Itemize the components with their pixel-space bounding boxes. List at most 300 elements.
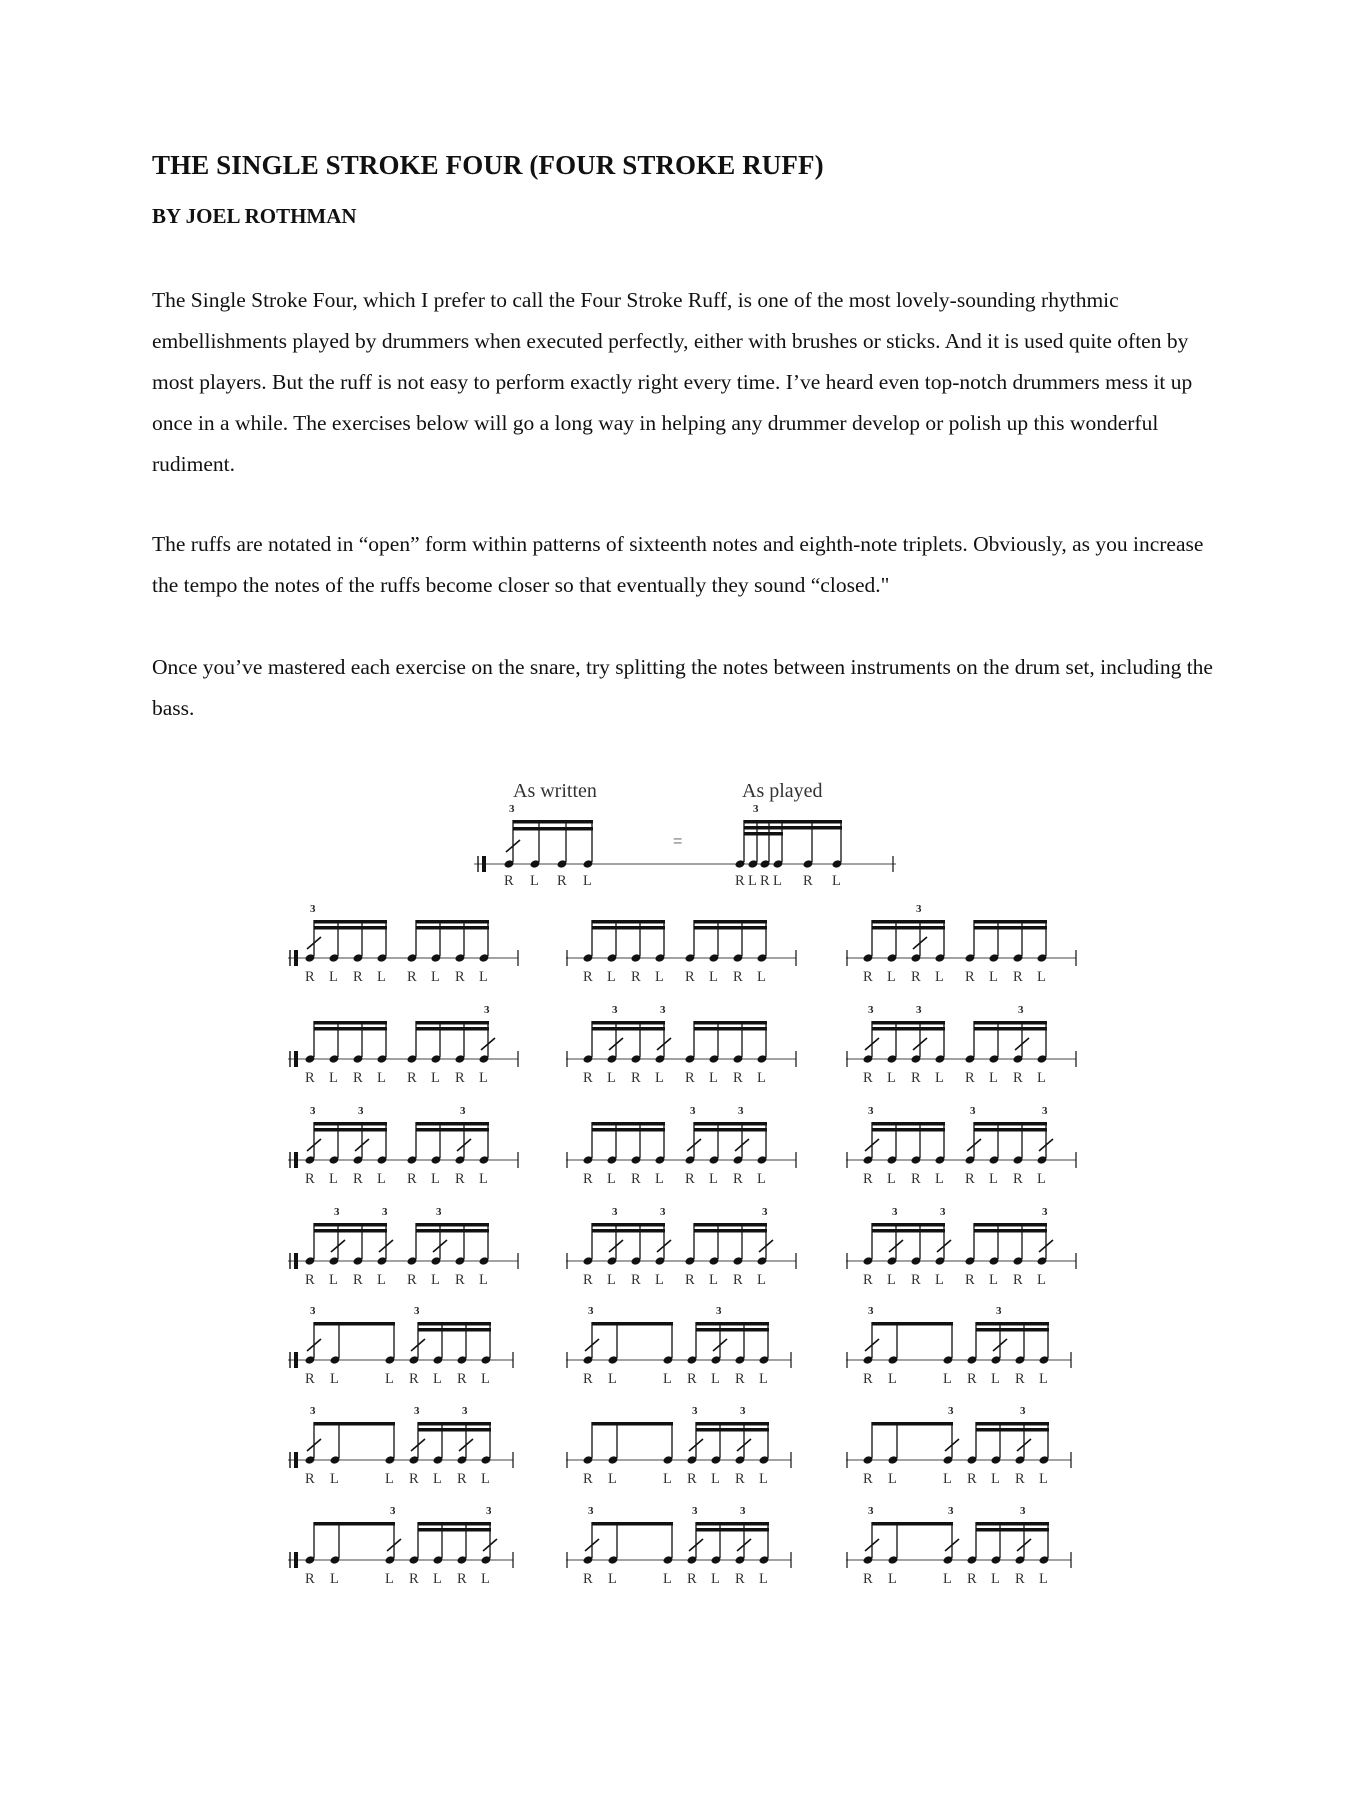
sticking-letter: R [863,1070,873,1086]
sticking-letter: R [965,1272,975,1288]
sticking-letter: R [733,1070,743,1086]
sticking-letter: R [631,1070,641,1086]
sticking-letter: L [431,969,440,985]
sticking-letter: L [385,1371,394,1387]
sticking-letter: R [685,1171,695,1187]
beam-primary [418,1522,491,1526]
sticking-letter: R [455,1272,465,1288]
sticking-letter: L [329,1171,338,1187]
sticking-letter: R [409,1471,419,1487]
beam-primary [974,1223,1047,1227]
beam-secondary [314,1128,387,1132]
sticking-letter: L [655,1272,664,1288]
beam-secondary [418,1428,491,1432]
sticking-letter: R [803,873,813,889]
sticking-letter: R [735,1371,745,1387]
beam-primary [314,1223,387,1227]
beam-secondary [974,1128,1047,1132]
beam-primary [592,1422,673,1426]
sticking-letter: R [965,1070,975,1086]
triplet-mark: 3 [1042,1206,1048,1218]
sticking-letter: R [407,969,417,985]
sticking-letter: L [709,1171,718,1187]
triplet-mark: 3 [692,1405,698,1417]
sticking-letter: L [935,969,944,985]
sticking-letter: L [607,1070,616,1086]
sticking-letter: L [329,1070,338,1086]
sticking-letter: R [967,1571,977,1587]
triplet-mark: 3 [588,1305,594,1317]
sticking-letter: R [409,1371,419,1387]
sticking-letter: L [935,1070,944,1086]
sticking-letter: L [530,873,539,889]
beam-primary [416,920,489,924]
beam-primary [696,1522,769,1526]
beam-primary [974,1122,1047,1126]
sticking-letter: R [1015,1571,1025,1587]
sticking-letter: L [989,1171,998,1187]
beam-primary [513,820,593,824]
triplet-mark: 3 [868,1505,874,1517]
sticking-letter: R [863,1371,873,1387]
triplet-mark: 3 [948,1505,954,1517]
beam-primary [974,1021,1047,1025]
sticking-letter: R [455,969,465,985]
beam-secondary [592,1027,665,1031]
sticking-letter: R [305,1272,315,1288]
sticking-letter: L [711,1471,720,1487]
sticking-letter: L [887,1171,896,1187]
sticking-letter: R [457,1571,467,1587]
triplet-mark: 3 [588,1505,594,1517]
beam-secondary [872,1128,945,1132]
beam-primary [696,1322,769,1326]
sticking-letter: L [329,969,338,985]
sticking-letter: L [377,969,386,985]
sticking-letter: L [711,1371,720,1387]
triplet-mark: 3 [1018,1004,1024,1016]
sticking-letter: R [353,1171,363,1187]
sticking-letter: R [733,1171,743,1187]
sticking-letter: L [1039,1471,1048,1487]
beam-primary [872,1522,953,1526]
sticking-letter: L [607,1171,616,1187]
as-written-label: As written [513,780,597,802]
repeat-thick-bar [294,1552,298,1568]
beam-secondary [314,926,387,930]
triplet-mark: 3 [762,1206,768,1218]
sticking-letter: R [967,1471,977,1487]
sticking-letter: L [773,873,782,889]
sticking-letter: R [1013,969,1023,985]
sticking-letter: L [655,1070,664,1086]
sticking-letter: R [631,1171,641,1187]
beam-primary [592,1223,665,1227]
sticking-letter: L [935,1272,944,1288]
sticking-letter: L [888,1571,897,1587]
triplet-mark: 3 [310,1305,316,1317]
sticking-letter: L [663,1571,672,1587]
sticking-letter: R [305,1371,315,1387]
triplet-mark: 3 [310,903,316,915]
sticking-letter: L [329,1272,338,1288]
sticking-letter: L [991,1471,1000,1487]
sticking-letter: R [504,873,514,889]
triplet-mark: 3 [484,1004,490,1016]
sticking-letter: R [735,1471,745,1487]
sticking-letter: L [1037,1171,1046,1187]
beam-secondary [744,826,842,830]
sticking-letter: R [353,1272,363,1288]
beam-secondary [974,1027,1047,1031]
beam-secondary [872,1027,945,1031]
sticking-letter: L [479,1171,488,1187]
sticking-letter: L [1037,1272,1046,1288]
sticking-letter: R [1013,1272,1023,1288]
sticking-letter: L [943,1571,952,1587]
sticking-letter: L [757,969,766,985]
beam-primary [416,1223,489,1227]
sticking-letter: R [305,1571,315,1587]
beam-secondary [314,1229,387,1233]
sticking-letter: L [608,1371,617,1387]
sticking-letter: L [607,969,616,985]
sticking-letter: R [583,1272,593,1288]
triplet-mark: 3 [462,1405,468,1417]
sticking-letter: R [1015,1371,1025,1387]
sticking-letter: R [965,969,975,985]
triplet-mark: 3 [382,1206,388,1218]
beam-primary [872,1223,945,1227]
sticking-letter: R [305,969,315,985]
sticking-letter: L [607,1272,616,1288]
sticking-letter: R [965,1171,975,1187]
triplet-mark: 3 [414,1305,420,1317]
sticking-letter: R [863,1272,873,1288]
triplet-mark: 3 [940,1206,946,1218]
triplet-mark: 3 [1042,1105,1048,1117]
sticking-letter: R [409,1571,419,1587]
sticking-letter: L [709,1272,718,1288]
sticking-letter: L [759,1371,768,1387]
sticking-letter: R [583,1171,593,1187]
sticking-letter: L [757,1272,766,1288]
triplet-mark: 3 [414,1405,420,1417]
triplet-mark: 3 [738,1105,744,1117]
beam-primary [314,1122,387,1126]
beam-primary [696,1422,769,1426]
sticking-letter: L [481,1471,490,1487]
beam-secondary [416,926,489,930]
sticking-letter: R [631,1272,641,1288]
sticking-letter: L [888,1471,897,1487]
sticking-letter: R [911,969,921,985]
sticking-letter: L [1037,969,1046,985]
sticking-letter: R [407,1272,417,1288]
sticking-letter: R [407,1070,417,1086]
beam-secondary [314,1027,387,1031]
sticking-letter: L [989,1070,998,1086]
document-title: THE SINGLE STROKE FOUR (FOUR STROKE RUFF) [152,150,824,180]
sticking-letter: L [330,1471,339,1487]
beam-secondary [418,1328,491,1332]
sticking-letter: L [887,969,896,985]
repeat-thick-bar [294,1253,298,1269]
beam-primary [872,1322,953,1326]
beam-primary [872,1122,945,1126]
sticking-letter: L [887,1272,896,1288]
triplet-mark: 3 [753,803,759,815]
sticking-letter: L [709,1070,718,1086]
triplet-mark: 3 [310,1405,316,1417]
sticking-letter: L [481,1371,490,1387]
beam-secondary [974,1229,1047,1233]
sticking-letter: R [685,1272,695,1288]
sticking-letter: L [377,1272,386,1288]
beam-primary [592,920,665,924]
triplet-mark: 3 [868,1305,874,1317]
sticking-letter: L [709,969,718,985]
triplet-mark: 3 [916,1004,922,1016]
sticking-letter: L [431,1272,440,1288]
sticking-letter: L [433,1371,442,1387]
sticking-letter: R [733,969,743,985]
sticking-letter: R [863,1171,873,1187]
sticking-letter: R [685,1070,695,1086]
triplet-mark: 3 [334,1206,340,1218]
sticking-letter: R [911,1272,921,1288]
sticking-letter: L [608,1471,617,1487]
beam-secondary [592,1229,665,1233]
sticking-letter: R [735,873,745,889]
beam-primary [416,1122,489,1126]
beam-primary [314,1522,395,1526]
beam-primary [592,1021,665,1025]
beam-primary [592,1122,665,1126]
beam-primary [872,920,945,924]
sticking-letter: R [1013,1070,1023,1086]
sticking-letter: L [991,1371,1000,1387]
sticking-letter: L [385,1471,394,1487]
sticking-letter: L [330,1371,339,1387]
sticking-letter: R [583,1471,593,1487]
sticking-letter: L [479,969,488,985]
beam-primary [418,1322,491,1326]
sticking-letter: L [479,1272,488,1288]
sticking-letter: L [663,1371,672,1387]
beam-primary [314,1322,395,1326]
beam-secondary [696,1428,769,1432]
sticking-letter: L [935,1171,944,1187]
sticking-letter: R [557,873,567,889]
sticking-letter: L [433,1571,442,1587]
sticking-letter: L [943,1471,952,1487]
beam-secondary [513,827,593,831]
beam-secondary [696,1528,769,1532]
triplet-mark: 3 [892,1206,898,1218]
sticking-letter: L [887,1070,896,1086]
sticking-letter: L [759,1571,768,1587]
beam-secondary [416,1229,489,1233]
repeat-thick-bar [294,1452,298,1468]
beam-primary [694,1021,767,1025]
sticking-letter: R [1015,1471,1025,1487]
sticking-letter: L [655,1171,664,1187]
sticking-letter: R [583,1371,593,1387]
sticking-letter: L [943,1371,952,1387]
beam-primary [694,920,767,924]
sticking-letter: L [479,1070,488,1086]
sticking-letter: L [655,969,664,985]
sticking-letter: L [431,1070,440,1086]
sticking-letter: L [377,1070,386,1086]
sticking-letter: L [989,1272,998,1288]
beam-primary [314,1021,387,1025]
sticking-letter: R [353,1070,363,1086]
sticking-letter: R [735,1571,745,1587]
sticking-letter: R [457,1371,467,1387]
beam-primary [976,1422,1049,1426]
triplet-mark: 3 [1020,1405,1026,1417]
beam-secondary [694,1128,767,1132]
sticking-letter: L [991,1571,1000,1587]
triplet-mark: 3 [868,1004,874,1016]
repeat-thick-bar [294,1352,298,1368]
beam-secondary [592,926,665,930]
sticking-letter: L [888,1371,897,1387]
triplet-mark: 3 [660,1206,666,1218]
triplet-mark: 3 [390,1505,396,1517]
sticking-letter: L [377,1171,386,1187]
notation-paragraph: The ruffs are notated in “open” form within patterns of sixteenth notes and eighth-note triplets. Obviously, as you increase the tempo the notes of the ruffs become closer so that eventually they sound “closed." [152,532,1204,597]
sticking-letter: R [863,1571,873,1587]
sticking-letter: L [431,1171,440,1187]
beam-secondary [976,1328,1049,1332]
beam-secondary [696,1328,769,1332]
beam-secondary [872,1229,945,1233]
sticking-letter: L [1039,1371,1048,1387]
beam-secondary [418,1528,491,1532]
beam-primary [592,1522,673,1526]
triplet-mark: 3 [660,1004,666,1016]
sticking-letter: L [1039,1571,1048,1587]
triplet-mark: 3 [916,903,922,915]
triplet-mark: 3 [948,1405,954,1417]
triplet-mark: 3 [612,1004,618,1016]
sticking-letter: R [733,1272,743,1288]
sticking-letter: L [759,1471,768,1487]
repeat-thick-bar [294,1051,298,1067]
sticking-letter: R [687,1571,697,1587]
triplet-mark: 3 [486,1505,492,1517]
sticking-letter: R [305,1471,315,1487]
beam-primary [974,920,1047,924]
beam-primary [872,1021,945,1025]
triplet-mark: 3 [1020,1505,1026,1517]
beam-secondary [872,926,945,930]
triplet-mark: 3 [436,1206,442,1218]
sticking-letter: R [457,1471,467,1487]
triplet-mark: 3 [868,1105,874,1117]
sticking-letter: L [433,1471,442,1487]
triplet-mark: 3 [460,1105,466,1117]
intro-paragraph: The Single Stroke Four, which I prefer to call the Four Stroke Ruff, is one of the most lovely-sounding rhythmic embellishments played by drummers when executed perfectly, either with brushes or sticks. And it is used quite often by most players. But the ruff is not easy to perform exactly right every time. I’ve heard even top-notch drummers mess it up once in a while. The exercises below will go a long way in helping any drummer develop or polish up this wonderful rudiment. [152,288,1193,476]
beam-primary [744,820,842,824]
beam-secondary [974,926,1047,930]
sticking-letter: R [353,969,363,985]
sticking-letter: R [687,1371,697,1387]
sticking-letter: L [608,1571,617,1587]
sticking-letter: R [967,1371,977,1387]
sticking-letter: L [989,969,998,985]
beam-secondary [976,1428,1049,1432]
sticking-letter: L [832,873,841,889]
beam-primary [694,1122,767,1126]
beam-primary [418,1422,491,1426]
author-byline: BY JOEL ROTHMAN [152,204,357,228]
beam-tertiary [744,832,783,836]
sticking-letter: R [407,1171,417,1187]
beam-primary [976,1522,1049,1526]
beam-primary [872,1422,953,1426]
sticking-letter: L [711,1571,720,1587]
sticking-letter: L [583,873,592,889]
sticking-letter: R [583,969,593,985]
beam-secondary [416,1128,489,1132]
repeat-thick-bar [294,1152,298,1168]
triplet-mark: 3 [740,1405,746,1417]
triplet-mark: 3 [970,1105,976,1117]
sticking-letter: L [481,1571,490,1587]
sticking-letter: R [305,1171,315,1187]
sticking-letter: R [760,873,770,889]
sticking-letter: R [911,1171,921,1187]
sticking-letter: L [757,1070,766,1086]
triplet-mark: 3 [509,803,515,815]
sticking-letter: L [748,873,757,889]
triplet-mark: 3 [690,1105,696,1117]
beam-primary [314,920,387,924]
sticking-letter: R [863,1471,873,1487]
repeat-thick-bar [482,856,486,872]
beam-secondary [694,926,767,930]
beam-primary [314,1422,395,1426]
beam-secondary [694,1229,767,1233]
sticking-letter: R [687,1471,697,1487]
repeat-thick-bar [294,950,298,966]
as-played-label: As played [742,780,823,802]
sticking-letter: R [583,1571,593,1587]
beam-primary [694,1223,767,1227]
beam-secondary [694,1027,767,1031]
sticking-letter: R [863,969,873,985]
beam-primary [592,1322,673,1326]
sticking-letter: R [685,969,695,985]
sticking-letter: R [305,1070,315,1086]
sticking-letter: L [1037,1070,1046,1086]
practice-paragraph: Once you’ve mastered each exercise on the snare, try splitting the notes between instruments on the drum set, including the bass. [152,655,1213,720]
triplet-mark: 3 [612,1206,618,1218]
sticking-letter: R [455,1171,465,1187]
sticking-letter: R [455,1070,465,1086]
sticking-letter: R [911,1070,921,1086]
sticking-letter: L [330,1571,339,1587]
sticking-letter: L [757,1171,766,1187]
sticking-letter: L [385,1571,394,1587]
sticking-letter: R [1013,1171,1023,1187]
triplet-mark: 3 [996,1305,1002,1317]
triplet-mark: 3 [740,1505,746,1517]
